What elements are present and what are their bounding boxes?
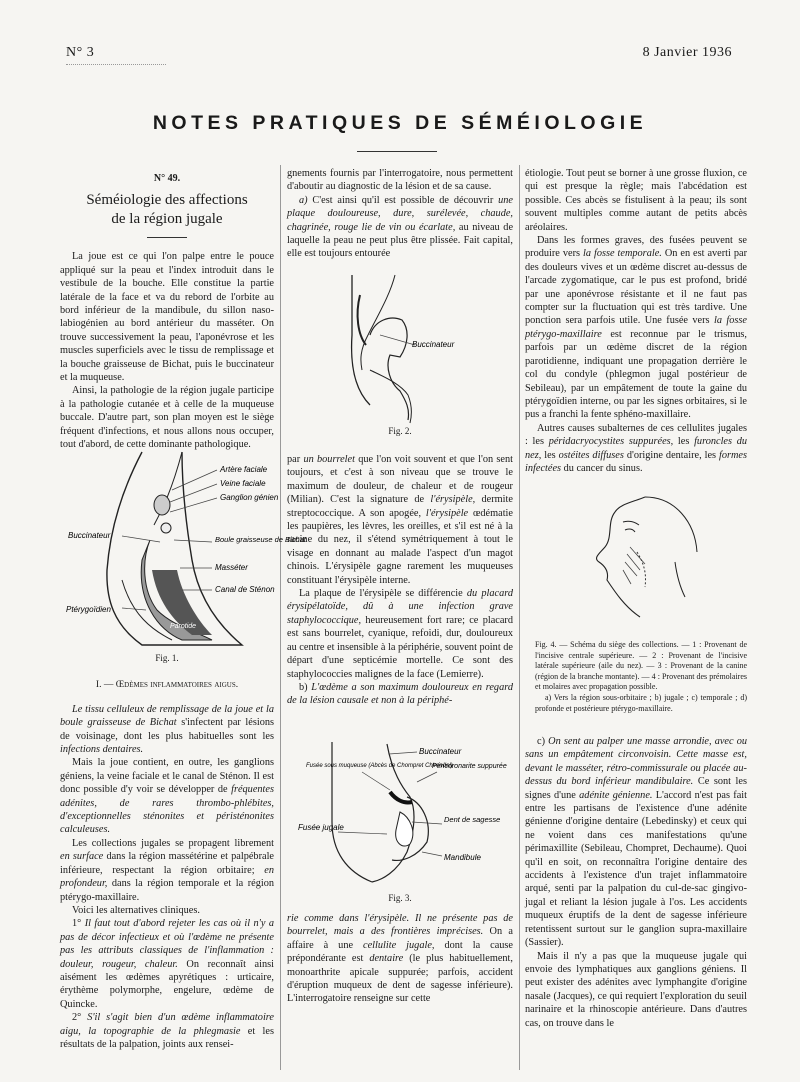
figure-caption: Fig. 3.: [388, 893, 412, 903]
paragraph: a) C'est ainsi qu'il est possible de découvrir une plaque douloureuse, dure, surélevée, chaude, chagrinée, rouge lie de vin ou écarlate, au niveau de laquelle la peau ne peut plus être plissée. Fait capital, elle est toujours entourée: [287, 194, 514, 260]
paragraph: Voici les alternatives cliniques.: [72, 904, 200, 916]
paragraph: étiologie. Tout peut se borner à une grosse fluxion, ce qui est presque la règle; mais l'abcédation est possible. Ces abcès se fistulisent à la peau; ils sont souvent multiples comme autant de petits abcès aréolaires.: [525, 168, 747, 233]
issue-date: 8 Janvier 1936: [642, 45, 732, 60]
paragraph: La joue est ce qui l'on palpe entre le pouce appliqué sur la peau et l'index introduit dans le vestibule de la bouche. Elle constitue la partie latérale de la face et va du rebord de l'orbite au bord inférieur de la mandibule, du sillon naso-labiogénien au bord antérieur du masséter. On trouve successivement la peau, l'aponévrose et les muscles superficiels avec le tissu de remplissage et la bouche graisseuse de Bichat, puis le buccinateur et la muqueuse.: [60, 251, 274, 384]
printer-mark: [66, 64, 166, 70]
paragraph: b) L'œdème a son maximum douloureux en regard de la lésion causale et non à la périphé-: [287, 681, 513, 707]
fig3-label: Péricoronarite suppurée: [432, 763, 507, 770]
paragraph: Les collections jugales se propagent librement en surface dans la région massétérine et palpébrale inférieure, respectant la région orbitaire; en profondeur, dans la région temporale et la région ptérygo-maxillaire.: [60, 837, 275, 903]
fig1-label: Buccinateur: [68, 531, 111, 540]
column-2-middle: [287, 453, 513, 708]
figure-2: [330, 275, 480, 425]
fig3-label: Dent de sagesse: [444, 815, 501, 824]
paragraph: 2° S'il s'agit bien d'un œdème inflammatoire aigu, la topographie de la phlegmasie et les résultats de la palpation, joints aux rensei-: [60, 1012, 274, 1050]
paragraph: La plaque de l'érysipèle se différencie du placard érysipélatoïde, dû à une infection grave staphylococcique, heureusement fort rare; ce placard est sans bourrelet, cyanique, refoidi, dur, douloureux au centre et insensible à la périphérie, souvent point de départ d'une septicémie mortelle. Ce sont des staphylococcies malignes de la face (Lemierre).: [287, 588, 513, 680]
column-1-lower: [60, 652, 274, 1051]
fig1-label: Ptérygoïdien: [66, 605, 111, 614]
figure-4: [585, 492, 705, 622]
fig3-label: Mandibule: [444, 853, 481, 862]
fig1-label: Artère faciale: [220, 465, 268, 474]
paragraph: gnements fournis par l'interrogatoire, nous permettent d'aboutir au diagnostic de la lésion et de sa cause.: [287, 168, 513, 193]
paragraph: c) On sent au palper une masse arrondie, avec ou sans un empâtement circonvoisin. Cette masse est, devant le masséter, rétro-commissurale ou placée au-dessus du bord inférieur mandibulaire. Ce sont les signes d'une adénite génienne. L'accord n'est pas fait entre les partisans de l'existence d'une adénite génienne d'origine dentaire (Lebedinsky) et ceux qui ne voient dans ces manifestations qu'une périmaxillite (Sebileau, Chompret, Dechaume). Quoi qu'il en soit, on reconnaîtra l'origine dentaire des accidents à l'existence d'un trajet inflammatoire arqué, senti par la palpation du cul-de-sac gingivo-jugal et reliant la lésion jugale à l'os. Les accidents muqueux éruptifs de la dent de sagesse inférieure retentissent surtout sur le ganglion supra-maxillaire (Sassier).: [525, 736, 748, 949]
column-3: [525, 167, 747, 475]
paragraph: Le tissu celluleux de remplissage de la joue et la boule graisseuse de Bichat s'infectent par lésions de voisinage, dont les plus habituelles sont les infections dentaires.: [60, 703, 274, 756]
paragraph: 1° Il faut tout d'abord rejeter les cas où il n'y a pas de décor infectieux et où l'œdème ne présente pas les attributs classiques de l'inflammation : douleur, rougeur, chaleur. On reconnaît ainsi aisément les œdèmes apyrétiques : urticaire, érythème polymorphe, engelure, œdème de Quincke.: [60, 918, 274, 1010]
paragraph: Mais il n'y a pas que la muqueuse jugale qui envoie des lymphatiques aux ganglions géniens. Il peut exister des adénites avec lymphangite d'origine nasale (Jacques), ce qui requiert l'exploration du seuil narinaire et la rhinoscopie antérieure. Dans d'autres cas, on trouve dans le: [525, 950, 747, 1029]
figure-caption: Fig. 1.: [155, 653, 179, 663]
paragraph: Ainsi, la pathologie de la région jugale participe à la pathologie cutanée et à celle de la muqueuse buccale. D'autre part, son plan moyen est le siège fréquent d'infections, et nous allons nous occuper, tout d'abord, de cette dominante pathologique.: [60, 385, 274, 451]
figure-1: [62, 450, 306, 650]
fig1-label: Boule graisseuse de Bichat: [215, 535, 306, 544]
column-2-lower: [287, 912, 513, 1006]
fig3-label: Fusée jugale: [298, 823, 344, 832]
fig1-label: Parotide: [170, 623, 197, 630]
column-1: [60, 172, 274, 452]
column-divider: [519, 165, 520, 1070]
column-2: [287, 167, 513, 261]
paragraph: rie comme dans l'érysipèle. Il ne présente pas de bourrelet, mais a des frontières imprécises. On a affaire à une cellulite jugale, dont la cause prépondérante est dentaire (le plus habituellement, monoarthrite apicale suppurée; parfois, accident d'éruption muqueux de dent de sagesse inférieure). L'interrogatoire renseigne sur cette: [287, 913, 513, 1005]
fig3-label: Buccinateur: [419, 747, 462, 756]
figure-3: [292, 742, 508, 890]
fig1-label: Ganglion génien: [220, 493, 279, 502]
paragraph: Dans les formes graves, des fusées peuvent se produire vers la fosse temporale. On en est averti par des douleurs vives et un œdème discret au-dessus de l'arcade zygomatique, car le pus est profond, bridé par une aponévrose résistante et il ne faut pas compter sur la fluctuation qui est très tardive. Une ponction sera parfois utile. Une fusée vers la fosse ptérygo-maxillaire est reconnue par le trismus, parfois par un œdème discret de la région parotidienne, indiquant une propagation derrière le col du condyle (phlegmon jugal postérieur de Sebileau), par un empâtement de toute la gaine du ptérygoïdien interne, ou par les signes orbitaires, si le pus a franchi la fente sphéno-maxillaire.: [525, 235, 748, 421]
article-title: Séméiologie des affections de la région jugale: [86, 192, 248, 228]
fig2-label: Buccinateur: [412, 340, 455, 349]
fig1-label: Veine faciale: [220, 479, 266, 488]
title-rule: [357, 151, 437, 152]
column-3-lower: [525, 735, 747, 1030]
paragraph: par un bourrelet que l'on voit souvent et que l'on sent toujours, et c'est à son niveau que se trouve le maximum de douleur, de chaleur et de rougeur (Milian). C'est la signature de l'érysipèle, dermite streptococcique. A son apogée, l'érysipèle œdématie les paupières, les lèvres, les oreilles, et s'il est né à la racine du nez, il s'étend symétriquement à tout le visage en donnant au malade l'aspect d'un magot chinois. L'érysipèle gagne rarement les muqueuses constituant l'érysipèle interne.: [287, 454, 513, 586]
issue-number: N° 3: [66, 45, 95, 60]
fig3-label: Fusée sous muqueuse (Abcès de Chompret Chirondel): [306, 763, 453, 769]
figure-caption: Fig. 2.: [388, 426, 412, 436]
figure-4-caption: Fig. 4. — Schéma du siège des collections. — 1 : Provenant de l'incisive centrale supérieure. — 2 : Provenant de l'incisive latérale supérieure (aile du nez). — 3 : Provenant de la canine (région de la branche montante). — 4 : Provenant des prémolaires et molaires avec propagation possible. a) Vers la région sous-orbitaire ; b) jugale ; c) temporale ; d) profonde et postérieure ptérygo-maxillaire.: [535, 640, 747, 713]
fig1-label: Canal de Sténon: [215, 585, 275, 594]
paragraph: Mais la joue contient, en outre, les ganglions géniens, la veine faciale et le canal de Sténon. Il est donc possible d'y voir se développer de fréquentes adénites, de rares thrombo-phlébites, d'exceptionnelles sténonites et péristénonites calculeuses.: [60, 757, 274, 836]
column-divider: [280, 165, 281, 1070]
title-rule: [147, 237, 187, 238]
page-title: NOTES PRATIQUES DE SÉMÉIOLOGIE: [152, 112, 648, 134]
fig1-label: Masséter: [215, 563, 248, 572]
paragraph: Autres causes subalternes de ces cellulites jugales : les péridacryocystites suppurées, les furoncles du nez, les ostéites diffuses d'origine dentaire, les formes infectées du cancer du sinus.: [525, 422, 747, 474]
article-number: N° 49.: [153, 173, 181, 184]
section-heading: I. — Œdèmes inflammatoires aigus.: [95, 680, 239, 691]
